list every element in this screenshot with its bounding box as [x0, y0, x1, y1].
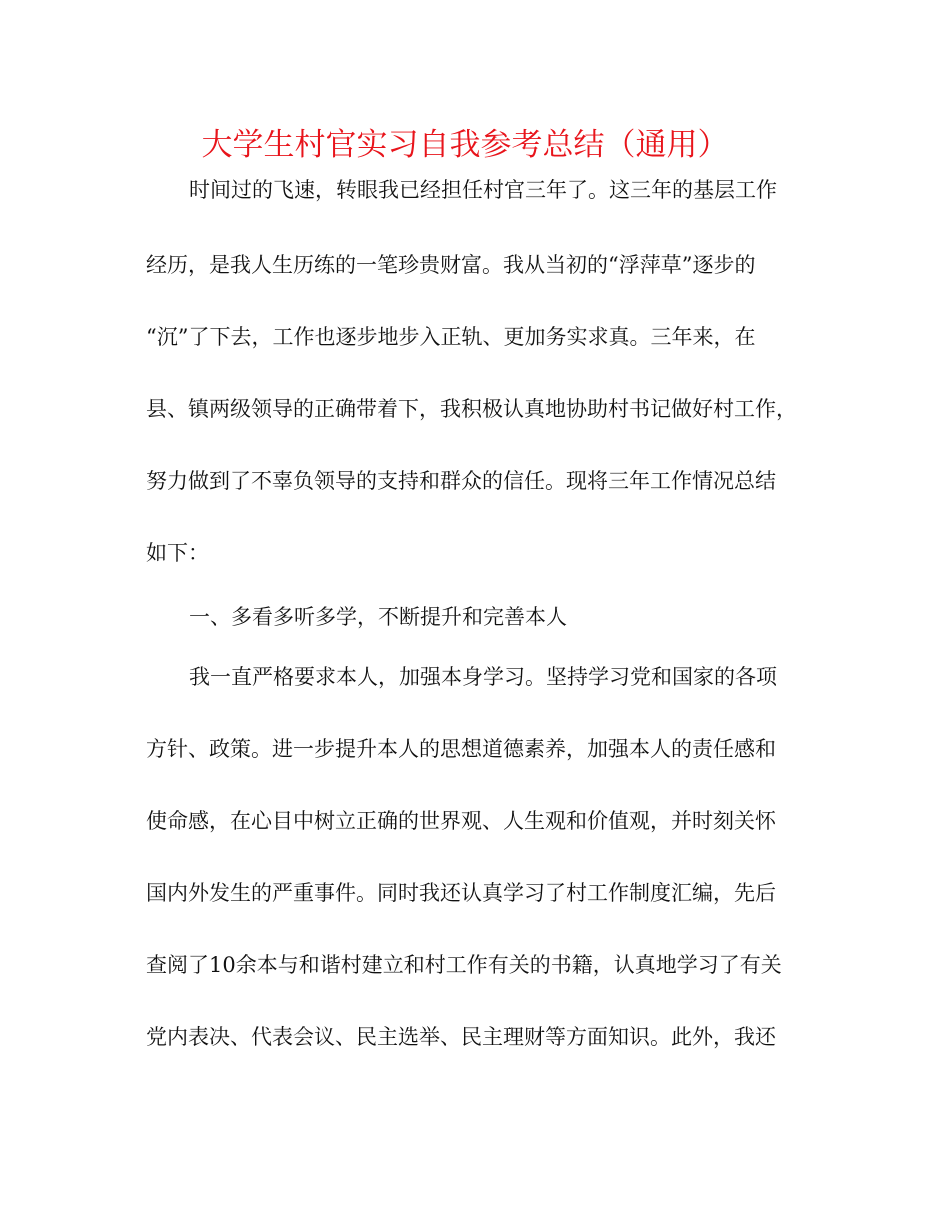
paragraph-line: 时间过的飞速，转眼我已经担任村官三年了。这三年的基层工作	[189, 178, 777, 202]
paragraph-line: 经历，是我人生历练的一笔珍贵财富。我从当初的“浮萍草”逐步的	[146, 253, 756, 277]
paragraph-line: 国内外发生的严重事件。同时我还认真学习了村工作制度汇编，先后	[146, 881, 776, 905]
paragraph-line: 党内表决、代表会议、民主选举、民主理财等方面知识。此外，我还	[146, 1025, 776, 1049]
paragraph-line: 如下：	[146, 541, 209, 565]
document-title: 大学生村官实习自我参考总结（通用）	[201, 127, 729, 163]
section-heading: 一、多看多听多学，不断提升和完善本人	[189, 605, 567, 629]
paragraph-line: 使命感，在心目中树立正确的世界观、人生观和价值观，并时刻关怀	[146, 809, 776, 833]
paragraph-line: 查阅了10余本与和谐村建立和村工作有关的书籍，认真地学习了有关	[146, 953, 782, 977]
paragraph-line: 我一直严格要求本人，加强本身学习。坚持学习党和国家的各项	[189, 665, 777, 689]
paragraph-line: “沉”了下去，工作也逐步地步入正轨、更加务实求真。三年来，在	[146, 325, 756, 349]
paragraph-line: 方针、政策。进一步提升本人的思想道德素养，加强本人的责任感和	[146, 737, 776, 761]
paragraph-line: 努力做到了不辜负领导的支持和群众的信任。现将三年工作情况总结	[146, 469, 776, 493]
paragraph-line: 县、镇两级领导的正确带着下，我积极认真地协助村书记做好村工作，	[146, 397, 797, 421]
